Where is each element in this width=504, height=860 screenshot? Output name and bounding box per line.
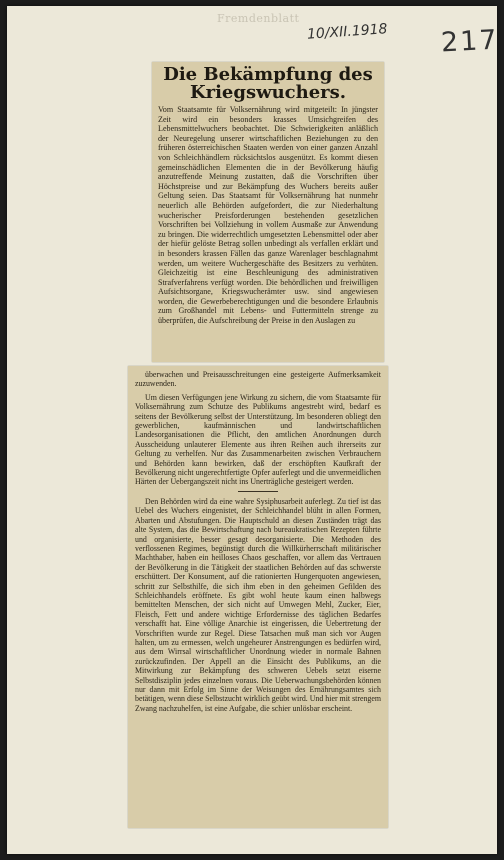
handwritten-page-number: 217 xyxy=(440,24,500,59)
article-headline: Die Bekämpfung des Kriegswuchers. xyxy=(163,64,373,103)
clipping-part-2 xyxy=(128,366,388,828)
section-divider xyxy=(238,491,278,492)
article-text-part-1: Vom Staatsamte für Volksernährung wird mitgeteilt: In jüngster Zeit wird ein besonders krasses Umsichgreifen des Lebensmittelwuchers beobachtet. Die Schwierigkeiten anläßlich der Neuregelung unserer wirtschaftlichen Beziehungen zu den früheren österreichischen Staaten werden von einer ganzen Anzahl von Schleichhändlern rücksichtslos ausgenützt. Es kommt diesen gemeinschädlichen Elementen die in der Bevölkerung häufig anzutreffende Meinung zustatten, daß die Vorschriften über Höchstpreise und zur Bekämpfung des Wuchers bereits außer Geltung seien. Das Staatsamt für Volksernährung hat nunmehr neuerlich alle Behörden aufgefordert, die zur Niederhaltung wucherischer Preisforderungen bestehenden gesetzlichen Vorschriften bei Vollziehung in vollem Ausmaße zur Anwendung zu bringen. Die widerrechtlich umgesetzten Lebensmittel oder aber der hiefür gelöste Betrag sollen unbedingt als verfallen erklärt und in besonders krassen Fällen das ganze Warenlager beschlagnahmt werden, um weitere Wuchergeschäfte des Besitzers zu verhüten. Gleichzeitig ist eine Beschleunigung des administrativen Strafverfahrens verfügt worden. Die behördlichen und freiwilligen Aufsichtsorgane, Kriegswucherämter usw. sind angewiesen worden, die Gewerbeberechtigungen und die besondere Erlaubnis zum Großhandel mit Lebens- und Futtermitteln strenge zu überprüfen, die Aufschreibung der Preise in den Auslagen zu xyxy=(158,105,378,326)
article-paragraph-2: Um diesen Verfügungen jene Wirkung zu sichern, die vom Staatsamte für Volksernährung zum Schutze des Publikums angestrebt wird, bedarf es seitens der Bevölkerung selbst der Unterstützung. Im besonderen obliegt den gewerblichen, kaufmännischen und landwirtschaftlichen Landesorganisationen die Pflicht, den amtlichen Anordnungen durch Ausscheidung unlauterer Elemente aus ihren Reihen auch ihrerseits zur Geltung zu verhelfen. Nur das Zusammenarbeiten zwischen Verbrauchern und Behörden kann bewirken, daß der erschöpften Kaufkraft der Bevölkerung nicht ungerechtfertigte Opfer auferlegt und die unvermeidlichen Härten der Uebergangszeit nicht ins Unerträgliche gesteigert werden. xyxy=(135,392,381,487)
handwritten-date: 10/XII.1918 xyxy=(306,21,388,43)
article-paragraph-3: Den Behörden wird da eine wahre Sysiphusarbeit auferlegt. Zu tief ist das Uebel des Wuchers eingenistet, der Schleichhandel blüht in allen Formen, Abarten und Abstufungen. Die Hauptschuld an diesen Zuständen trägt das alte System, das die Bewirtschaftung nach bureaukratischen Rezepten führte und organisierte, besser gesagt desorganisierte. Die Methoden des verflossenen Regimes, begünstigt durch die Willkürherrschaft militärischer Machthaber, haben ein heilloses Chaos geschaffen, vor allem das Vertrauen der Bevölkerung in die Tätigkeit der staatlichen Behörden auf das schwerste erschüttert. Der Konsument, auf die rationierten Hungerquoten angewiesen, schritt zur Selbsthilfe, die sich ihm eben in den geheimen Gefilden des Schleichhandels eröffnete. Es gibt wohl heute kaum einen halbwegs bemittelten Menschen, der sich nicht auf Umwegen Mehl, Zucker, Eier, Fleisch, Fett und andere wichtige Erfordernisse des täglichen Bedarfes verschafft hat. Eine völlige Anarchie ist eingerissen, die Uebertretung der Vorschriften wurde zur Regel. Diese Tatsachen muß man sich vor Augen halten, um zu ermessen, welch ungeheurer Anstrengungen es bedürfen wird, aus dem Wirrsal wirtschaftlicher Unordnung wieder in normale Bahnen zurückzufinden. Der Appell an die Einsicht des Publikums, an die Mitwirkung zur Bekämpfung des schweren Uebels setzt eiserne Selbstdisziplin jedes einzelnen voraus. Die Ueberwachungsbehörden können nur dann mit Erfolg im Sinne der Weisungen des Ernährungsamtes sich betätigen, wenn diese Selbstzucht wirklich geübt wird. Und hier mit strengem Zwang nachzuhelfen, ist eine Aufgabe, die schier unlösbar erscheint. xyxy=(135,496,381,713)
clipping-part-1 xyxy=(152,62,384,362)
article-paragraph-1: überwachen und Preisausschreitungen eine gesteigerte Aufmerksamkeit zuzuwenden. xyxy=(135,370,381,389)
faded-newspaper-header: Fremdenblatt xyxy=(217,12,300,25)
